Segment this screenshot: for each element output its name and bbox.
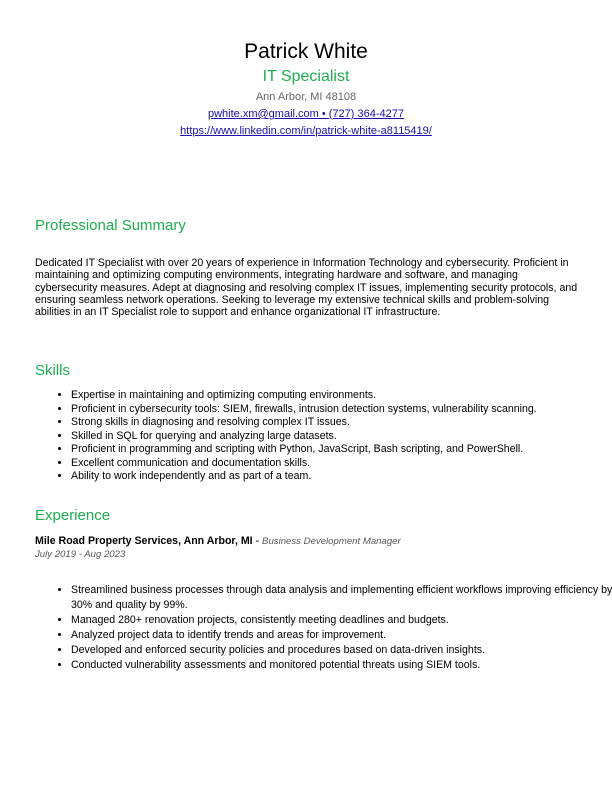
skill-item: • Proficient in programming and scripting with Python, JavaScript, Bash scripting, and PowerShell.: [71, 443, 612, 457]
phone: (727) 364-4277: [328, 108, 404, 120]
separator: •: [318, 108, 329, 120]
job-bullet: • Streamlined business processes through data analysis and implementing efficient workflows improving efficiency by 30% and quality by 99%.: [71, 583, 612, 613]
contact-line: [0, 108, 612, 120]
linkedin-line: [0, 125, 612, 137]
summary-text: Dedicated IT Specialist with over 20 years of experience in Information Technology and cybersecurity. Proficient in maintaining and optimizing computing environments, integrating hardware and software, and managing cybersecurity measures. Adept at diagnosing and resolving complex IT issues, implementing security protocols, and ensuring seamless network operations. Seeking to leverage my extensive technical skills and problem-solving abilities in an IT Specialist role to support and enhance organizational IT infrastructure.: [35, 257, 578, 319]
skill-item: • Proficient in cybersecurity tools: SIEM, firewalls, intrusion detection systems, vulnerability scanning.: [71, 403, 612, 417]
address: Ann Arbor, MI 48108: [255, 91, 357, 103]
job-bullets: [35, 583, 612, 673]
skill-item: • Skilled in SQL for querying and analyzing large datasets.: [71, 430, 612, 444]
linkedin-link[interactable]: https://www.linkedin.com/in/patrick-white-a8115419/: [180, 125, 432, 137]
skill-item: • Excellent communication and documentation skills.: [71, 457, 612, 471]
email-link[interactable]: pwhite.xm@gmail.com: [207, 108, 319, 120]
skill-item: • Ability to work independently and as part of a team.: [71, 470, 612, 484]
skills-list: [35, 389, 612, 484]
job-bullet: • Managed 280+ renovation projects, consistently meeting deadlines and budgets.: [71, 613, 612, 628]
job-dates: July 2019 - Aug 2023: [35, 549, 126, 560]
summary-heading: Professional Summary: [35, 217, 186, 234]
skill-item: • Expertise in maintaining and optimizing computing environments.: [71, 389, 612, 403]
job-bullet: • Conducted vulnerability assessments and monitored potential threats using SIEM tools.: [71, 658, 612, 673]
phone-link[interactable]: [319, 108, 404, 120]
skills-heading: Skills: [35, 362, 71, 379]
role: Business Development Manager: [262, 536, 401, 547]
job-header: [35, 535, 580, 548]
candidate-name: Patrick White: [244, 40, 368, 63]
company: Mile Road Property Services, Ann Arbor, MI: [35, 535, 253, 547]
job-bullet: • Analyzed project data to identify trends and areas for improvement.: [71, 628, 612, 643]
job-title: IT Specialist: [262, 68, 350, 85]
experience-heading: Experience: [35, 507, 111, 524]
skill-item: • Strong skills in diagnosing and resolving complex IT issues.: [71, 416, 612, 430]
dash: -: [252, 535, 263, 547]
job-bullet: • Developed and enforced security policies and procedures based on data-driven insights.: [71, 643, 612, 658]
